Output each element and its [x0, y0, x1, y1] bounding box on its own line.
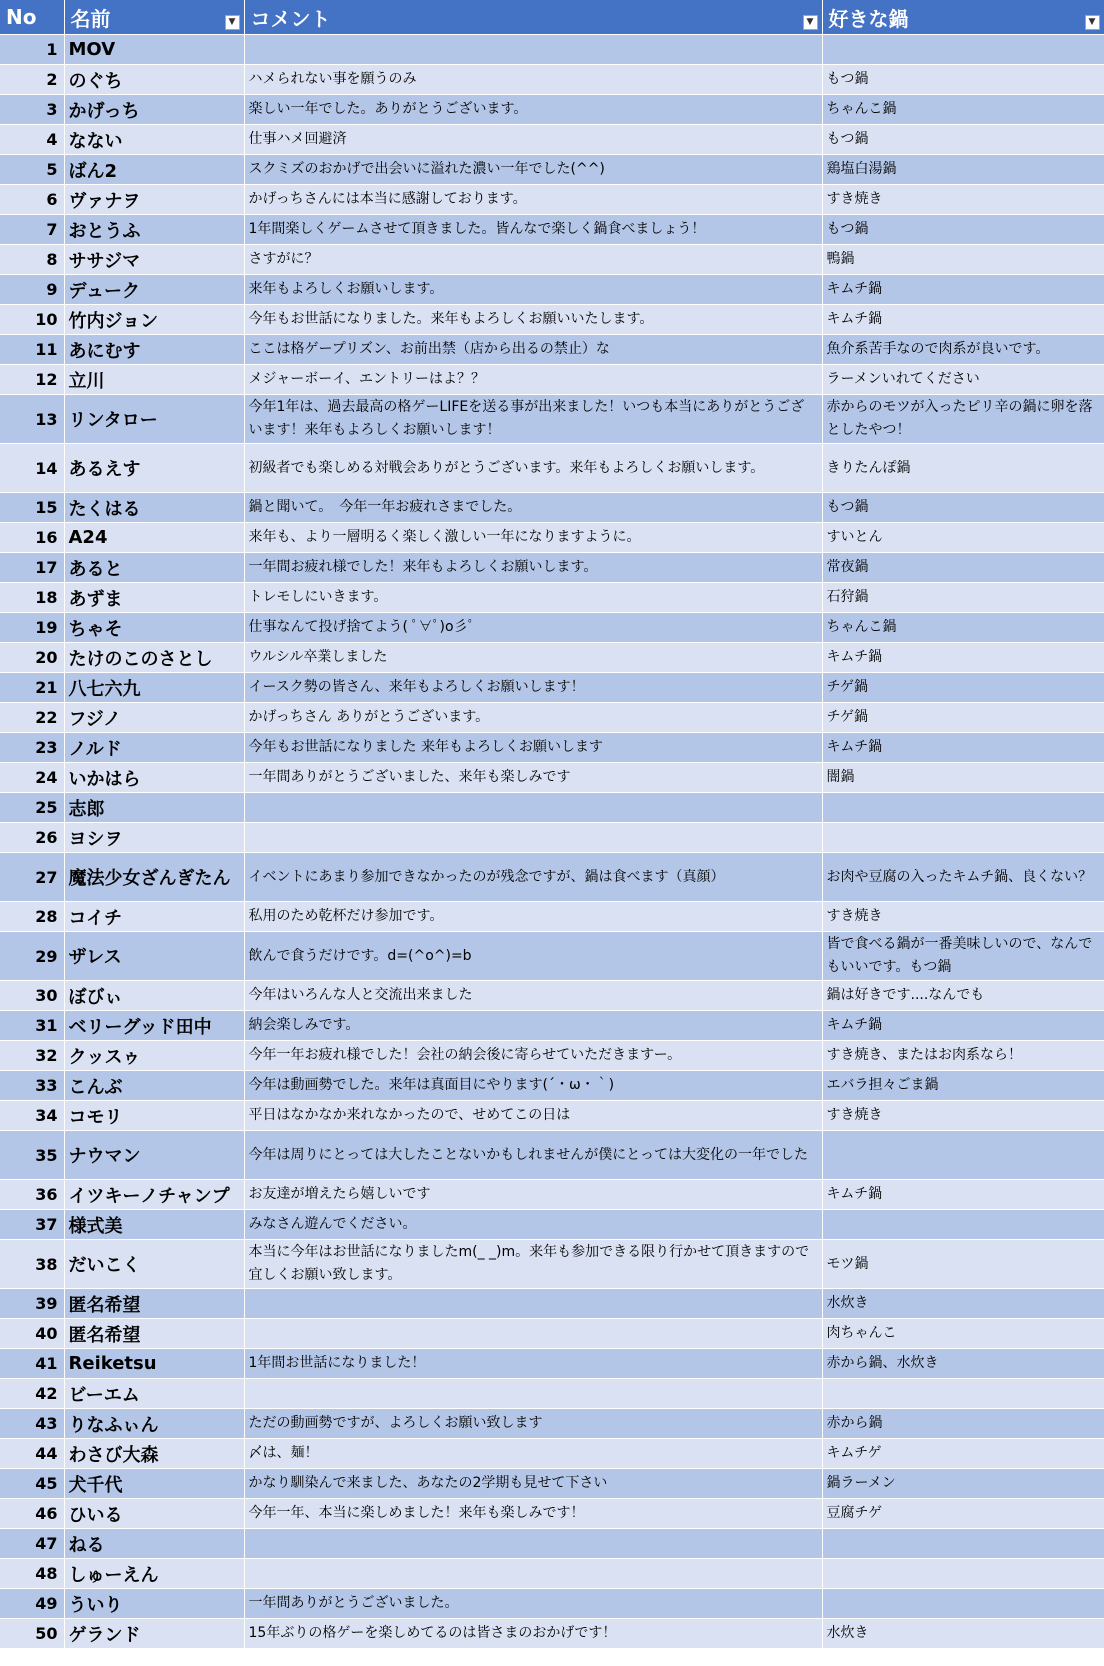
cell-comment[interactable]: 1年間お世話になりました！	[244, 1349, 822, 1379]
table-row	[0, 1319, 1104, 1349]
cell-nabe[interactable]: すき焼き	[822, 1101, 1104, 1131]
cell-no[interactable]: 16	[0, 523, 64, 553]
cell-comment[interactable]	[244, 35, 822, 65]
cell-no[interactable]: 24	[0, 763, 64, 793]
cell-name[interactable]: 匿名希望	[64, 1319, 244, 1349]
table-row	[0, 35, 1104, 65]
cell-name[interactable]: 竹内ジョン	[64, 305, 244, 335]
cell-nabe[interactable]: きりたんぽ鍋	[822, 444, 1104, 493]
cell-no[interactable]: 5	[0, 155, 64, 185]
cell-nabe[interactable]	[822, 1379, 1104, 1409]
cell-nabe[interactable]: ラーメンいれてください	[822, 365, 1104, 395]
cell-nabe[interactable]: キムチ鍋	[822, 733, 1104, 763]
table-row	[0, 1180, 1104, 1210]
cell-name[interactable]: ちゃそ	[64, 613, 244, 643]
cell-no[interactable]: 2	[0, 65, 64, 95]
table-row	[0, 1131, 1104, 1180]
cell-nabe[interactable]	[822, 823, 1104, 853]
cell-comment[interactable]: 今年一年、本当に楽しめました！来年も楽しみです！	[244, 1499, 822, 1529]
cell-comment[interactable]: ここは格ゲープリズン、お前出禁（店から出るの禁止）な	[244, 335, 822, 365]
cell-name[interactable]: Reiketsu	[64, 1349, 244, 1379]
cell-no[interactable]: 8	[0, 245, 64, 275]
table-row	[0, 523, 1104, 553]
cell-nabe[interactable]: すいとん	[822, 523, 1104, 553]
cell-nabe[interactable]: 赤から鍋	[822, 1409, 1104, 1439]
cell-name[interactable]: 魔法少女ざんぎたん	[64, 853, 244, 902]
cell-comment[interactable]: 仕事なんて投げ捨てよう( ﾟ∀ﾟ)o彡ﾟ	[244, 613, 822, 643]
cell-no[interactable]: 29	[0, 932, 64, 981]
cell-comment[interactable]: さすがに？	[244, 245, 822, 275]
cell-nabe[interactable]: ちゃんこ鍋	[822, 613, 1104, 643]
cell-name[interactable]: ぼびぃ	[64, 981, 244, 1011]
cell-comment[interactable]: 今年もお世話になりました 来年もよろしくお願いします	[244, 733, 822, 763]
cell-comment[interactable]: かげっちさん ありがとうございます。	[244, 703, 822, 733]
cell-name[interactable]: イツキーノチャンプ	[64, 1180, 244, 1210]
table-row	[0, 1011, 1104, 1041]
cell-comment[interactable]: 本当に今年はお世話になりましたm(_ _)m。来年も参加できる限り行かせて頂きますので宜しくお願い致します。	[244, 1240, 822, 1289]
table-row	[0, 185, 1104, 215]
cell-name[interactable]: MOV	[64, 35, 244, 65]
cell-name[interactable]: あずま	[64, 583, 244, 613]
cell-comment[interactable]: メジャーボーイ、エントリーはよ？？	[244, 365, 822, 395]
table-row	[0, 793, 1104, 823]
table-row	[0, 673, 1104, 703]
cell-comment[interactable]: スクミズのおかげで出会いに溢れた濃い一年でした(^^)	[244, 155, 822, 185]
cell-no[interactable]: 48	[0, 1559, 64, 1589]
table-row	[0, 553, 1104, 583]
cell-nabe[interactable]: キムチ鍋	[822, 275, 1104, 305]
cell-nabe[interactable]: 水炊き	[822, 1289, 1104, 1319]
cell-name[interactable]: 立川	[64, 365, 244, 395]
cell-nabe[interactable]: 鴨鍋	[822, 245, 1104, 275]
table-row	[0, 1529, 1104, 1559]
cell-no[interactable]: 32	[0, 1041, 64, 1071]
cell-nabe[interactable]: 常夜鍋	[822, 553, 1104, 583]
cell-no[interactable]: 1	[0, 35, 64, 65]
cell-comment[interactable]: 1年間楽しくゲームさせて頂きました。皆んなで楽しく鍋食べましょう！	[244, 215, 822, 245]
cell-no[interactable]: 49	[0, 1589, 64, 1619]
table-row	[0, 1439, 1104, 1469]
cell-name[interactable]: のぐち	[64, 65, 244, 95]
cell-comment[interactable]: 〆は、麺！	[244, 1439, 822, 1469]
cell-no[interactable]: 36	[0, 1180, 64, 1210]
cell-comment[interactable]: ハメられない事を願うのみ	[244, 65, 822, 95]
cell-name[interactable]: ザレス	[64, 932, 244, 981]
cell-no[interactable]: 30	[0, 981, 64, 1011]
cell-name[interactable]: ねる	[64, 1529, 244, 1559]
cell-nabe[interactable]: すき焼き	[822, 185, 1104, 215]
header-no[interactable]	[0, 0, 64, 35]
cell-comment[interactable]: 15年ぶりの格ゲーを楽しめてるのは皆さまのおかげです！	[244, 1619, 822, 1649]
table-row	[0, 853, 1104, 902]
header-comment[interactable]	[244, 0, 822, 35]
cell-name[interactable]: 志郎	[64, 793, 244, 823]
cell-comment[interactable]: イースク勢の皆さん、来年もよろしくお願いします！	[244, 673, 822, 703]
table-row	[0, 643, 1104, 673]
table-row	[0, 823, 1104, 853]
cell-comment[interactable]: 私用のため乾杯だけ参加です。	[244, 902, 822, 932]
table-row	[0, 1619, 1104, 1649]
cell-no[interactable]: 20	[0, 643, 64, 673]
cell-comment[interactable]: 一年間ありがとうございました。	[244, 1589, 822, 1619]
cell-no[interactable]: 43	[0, 1409, 64, 1439]
cell-no[interactable]: 37	[0, 1210, 64, 1240]
cell-comment[interactable]: 今年1年は、過去最高の格ゲーLIFEを送る事が出来ました！いつも本当にありがとうございます！来年もよろしくお願いします！	[244, 395, 822, 444]
table-row	[0, 1469, 1104, 1499]
cell-name[interactable]: おとうふ	[64, 215, 244, 245]
cell-no[interactable]: 3	[0, 95, 64, 125]
cell-nabe[interactable]: キムチ鍋	[822, 643, 1104, 673]
cell-name[interactable]: ビーエム	[64, 1379, 244, 1409]
cell-no[interactable]: 10	[0, 305, 64, 335]
cell-name[interactable]: ヴァナヲ	[64, 185, 244, 215]
cell-nabe[interactable]: エバラ担々ごま鍋	[822, 1071, 1104, 1101]
cell-name[interactable]: ノルド	[64, 733, 244, 763]
cell-name[interactable]: かげっち	[64, 95, 244, 125]
table-row	[0, 1210, 1104, 1240]
cell-name[interactable]: わさび大森	[64, 1439, 244, 1469]
header-row	[0, 0, 1104, 35]
cell-name[interactable]: リンタロー	[64, 395, 244, 444]
cell-no[interactable]: 6	[0, 185, 64, 215]
cell-name[interactable]: 犬千代	[64, 1469, 244, 1499]
cell-nabe[interactable]: 鍋は好きです....なんでも	[822, 981, 1104, 1011]
cell-name[interactable]: 八七六九	[64, 673, 244, 703]
cell-name[interactable]: 匿名希望	[64, 1289, 244, 1319]
cell-no[interactable]: 38	[0, 1240, 64, 1289]
cell-name[interactable]: ひいる	[64, 1499, 244, 1529]
cell-name[interactable]: りなふぃん	[64, 1409, 244, 1439]
cell-no[interactable]: 47	[0, 1529, 64, 1559]
cell-no[interactable]: 7	[0, 215, 64, 245]
cell-no[interactable]: 19	[0, 613, 64, 643]
cell-no[interactable]: 21	[0, 673, 64, 703]
header-comment-label: コメント	[250, 6, 331, 31]
table-row	[0, 305, 1104, 335]
cell-nabe[interactable]	[822, 1210, 1104, 1240]
cell-no[interactable]: 23	[0, 733, 64, 763]
cell-no[interactable]: 17	[0, 553, 64, 583]
table-row	[0, 155, 1104, 185]
cell-name[interactable]: A24	[64, 523, 244, 553]
cell-nabe[interactable]: もつ鍋	[822, 215, 1104, 245]
cell-comment[interactable]	[244, 1559, 822, 1589]
table-row	[0, 583, 1104, 613]
cell-comment[interactable]	[244, 1289, 822, 1319]
table-body	[0, 35, 1104, 1649]
cell-no[interactable]: 14	[0, 444, 64, 493]
cell-name[interactable]: ササジマ	[64, 245, 244, 275]
table-row	[0, 395, 1104, 444]
cell-nabe[interactable]: キムチ鍋	[822, 1011, 1104, 1041]
cell-name[interactable]: ナウマン	[64, 1131, 244, 1180]
header-name[interactable]	[64, 0, 244, 35]
table-row	[0, 932, 1104, 981]
cell-name[interactable]: ゲランド	[64, 1619, 244, 1649]
cell-name[interactable]: たけのこのさとし	[64, 643, 244, 673]
cell-name[interactable]: フジノ	[64, 703, 244, 733]
filter-dropdown-icon[interactable]: ▼	[803, 15, 818, 30]
table-row	[0, 1349, 1104, 1379]
cell-name[interactable]: いかはら	[64, 763, 244, 793]
cell-comment[interactable]: 今年もお世話になりました。来年もよろしくお願いいたします。	[244, 305, 822, 335]
cell-no[interactable]: 12	[0, 365, 64, 395]
cell-no[interactable]: 44	[0, 1439, 64, 1469]
cell-nabe[interactable]: キムチゲ	[822, 1439, 1104, 1469]
cell-no[interactable]: 45	[0, 1469, 64, 1499]
cell-comment[interactable]: 楽しい一年でした。ありがとうございます。	[244, 95, 822, 125]
cell-comment[interactable]: 今年は周りにとっては大したことないかもしれませんが僕にとっては大変化の一年でした	[244, 1131, 822, 1180]
cell-no[interactable]: 31	[0, 1011, 64, 1041]
table-row	[0, 493, 1104, 523]
cell-nabe[interactable]: キムチ鍋	[822, 305, 1104, 335]
header-no-label: No	[6, 5, 37, 29]
cell-nabe[interactable]	[822, 1559, 1104, 1589]
cell-nabe[interactable]: もつ鍋	[822, 493, 1104, 523]
cell-comment[interactable]: かなり馴染んで来ました、あなたの2学期も見せて下さい	[244, 1469, 822, 1499]
table-row	[0, 95, 1104, 125]
table-row	[0, 335, 1104, 365]
cell-no[interactable]: 39	[0, 1289, 64, 1319]
cell-no[interactable]: 33	[0, 1071, 64, 1101]
cell-no[interactable]: 4	[0, 125, 64, 155]
cell-name[interactable]: なない	[64, 125, 244, 155]
cell-no[interactable]: 42	[0, 1379, 64, 1409]
cell-no[interactable]: 15	[0, 493, 64, 523]
cell-name[interactable]: コモリ	[64, 1101, 244, 1131]
table-row	[0, 125, 1104, 155]
cell-name[interactable]: コイチ	[64, 902, 244, 932]
cell-comment[interactable]: かげっちさんには本当に感謝しております。	[244, 185, 822, 215]
cell-name[interactable]: デューク	[64, 275, 244, 305]
table-row	[0, 444, 1104, 493]
cell-name[interactable]: しゅーえん	[64, 1559, 244, 1589]
cell-name[interactable]: ばん2	[64, 155, 244, 185]
cell-nabe[interactable]: お肉や豆腐の入ったキムチ鍋、良くない？	[822, 853, 1104, 902]
cell-comment[interactable]: 平日はなかなか来れなかったので、せめてこの日は	[244, 1101, 822, 1131]
cell-nabe[interactable]: すき焼き	[822, 902, 1104, 932]
cell-comment[interactable]	[244, 823, 822, 853]
cell-no[interactable]: 25	[0, 793, 64, 823]
cell-no[interactable]: 22	[0, 703, 64, 733]
table-row	[0, 215, 1104, 245]
cell-name[interactable]: たくはる	[64, 493, 244, 523]
table-row	[0, 1499, 1104, 1529]
table-row	[0, 613, 1104, 643]
cell-nabe[interactable]: 闇鍋	[822, 763, 1104, 793]
cell-nabe[interactable]	[822, 1529, 1104, 1559]
table-row	[0, 1589, 1104, 1619]
cell-comment[interactable]	[244, 1379, 822, 1409]
cell-name[interactable]: あにむす	[64, 335, 244, 365]
table-row	[0, 981, 1104, 1011]
cell-nabe[interactable]: 皆で食べる鍋が一番美味しいので、なんでもいいです。もつ鍋	[822, 932, 1104, 981]
cell-no[interactable]: 18	[0, 583, 64, 613]
table-row	[0, 1559, 1104, 1589]
cell-comment[interactable]: 今年はいろんな人と交流出来ました	[244, 981, 822, 1011]
cell-name[interactable]: ベリーグッド田中	[64, 1011, 244, 1041]
cell-nabe[interactable]	[822, 1131, 1104, 1180]
cell-nabe[interactable]: チゲ鍋	[822, 673, 1104, 703]
cell-comment[interactable]: 来年もよろしくお願いします。	[244, 275, 822, 305]
cell-no[interactable]: 11	[0, 335, 64, 365]
cell-name[interactable]: ういり	[64, 1589, 244, 1619]
table-row	[0, 1101, 1104, 1131]
cell-comment[interactable]: 納会楽しみです。	[244, 1011, 822, 1041]
cell-nabe[interactable]: 豆腐チゲ	[822, 1499, 1104, 1529]
cell-nabe[interactable]: 赤からのモツが入ったピリ辛の鍋に卵を落としたやつ！	[822, 395, 1104, 444]
cell-nabe[interactable]: モツ鍋	[822, 1240, 1104, 1289]
cell-name[interactable]: ヨシヲ	[64, 823, 244, 853]
cell-nabe[interactable]: 水炊き	[822, 1619, 1104, 1649]
cell-nabe[interactable]	[822, 1589, 1104, 1619]
cell-nabe[interactable]: 魚介系苦手なので肉系が良いです。	[822, 335, 1104, 365]
cell-name[interactable]: あると	[64, 553, 244, 583]
table-row	[0, 365, 1104, 395]
cell-no[interactable]: 50	[0, 1619, 64, 1649]
cell-name[interactable]: あるえす	[64, 444, 244, 493]
cell-comment[interactable]: 一年間お疲れ様でした！来年もよろしくお願いします。	[244, 553, 822, 583]
table-row	[0, 1240, 1104, 1289]
table-row	[0, 65, 1104, 95]
filter-dropdown-icon[interactable]: ▼	[225, 15, 240, 30]
table-row	[0, 1041, 1104, 1071]
table-row	[0, 1289, 1104, 1319]
cell-name[interactable]: クッスゥ	[64, 1041, 244, 1071]
cell-name[interactable]: だいこく	[64, 1240, 244, 1289]
cell-comment[interactable]: イベントにあまり参加できなかったのが残念ですが、鍋は食べます（真顔）	[244, 853, 822, 902]
cell-no[interactable]: 9	[0, 275, 64, 305]
table-row	[0, 245, 1104, 275]
cell-comment[interactable]	[244, 1319, 822, 1349]
table-row	[0, 733, 1104, 763]
cell-no[interactable]: 13	[0, 395, 64, 444]
cell-comment[interactable]	[244, 793, 822, 823]
cell-no[interactable]: 28	[0, 902, 64, 932]
cell-nabe[interactable]	[822, 35, 1104, 65]
cell-nabe[interactable]: ちゃんこ鍋	[822, 95, 1104, 125]
cell-comment[interactable]	[244, 1529, 822, 1559]
cell-no[interactable]: 27	[0, 853, 64, 902]
cell-no[interactable]: 35	[0, 1131, 64, 1180]
header-name-label: 名前	[70, 6, 111, 31]
cell-nabe[interactable]: もつ鍋	[822, 125, 1104, 155]
cell-nabe[interactable]: 肉ちゃんこ	[822, 1319, 1104, 1349]
table-row	[0, 902, 1104, 932]
cell-nabe[interactable]	[822, 793, 1104, 823]
cell-nabe[interactable]: 鍋ラーメン	[822, 1469, 1104, 1499]
cell-comment[interactable]: ウルシル卒業しました	[244, 643, 822, 673]
table-row	[0, 1379, 1104, 1409]
cell-nabe[interactable]: キムチ鍋	[822, 1180, 1104, 1210]
cell-comment[interactable]: 今年一年お疲れ様でした！会社の納会後に寄らせていただきますー。	[244, 1041, 822, 1071]
cell-comment[interactable]: 初級者でも楽しめる対戦会ありがとうございます。来年もよろしくお願いします。	[244, 444, 822, 493]
cell-comment[interactable]: 鍋と聞いて。 今年一年お疲れさまでした。	[244, 493, 822, 523]
cell-comment[interactable]: トレモしにいきます。	[244, 583, 822, 613]
cell-name[interactable]: 様式美	[64, 1210, 244, 1240]
table-row	[0, 1409, 1104, 1439]
cell-no[interactable]: 41	[0, 1349, 64, 1379]
header-nabe-label: 好きな鍋	[828, 6, 909, 31]
cell-nabe[interactable]: 赤から鍋、水炊き	[822, 1349, 1104, 1379]
table-row	[0, 275, 1104, 305]
table-row	[0, 703, 1104, 733]
cell-no[interactable]: 46	[0, 1499, 64, 1529]
cell-no[interactable]: 34	[0, 1101, 64, 1131]
cell-comment[interactable]: 一年間ありがとうございました、来年も楽しみです	[244, 763, 822, 793]
cell-comment[interactable]: お友達が増えたら嬉しいです	[244, 1180, 822, 1210]
cell-comment[interactable]: 飲んで食うだけです。d=(^o^)=b	[244, 932, 822, 981]
cell-no[interactable]: 40	[0, 1319, 64, 1349]
table-row	[0, 763, 1104, 793]
cell-name[interactable]: こんぶ	[64, 1071, 244, 1101]
cell-nabe[interactable]: 石狩鍋	[822, 583, 1104, 613]
cell-comment[interactable]: みなさん遊んでください。	[244, 1210, 822, 1240]
header-nabe[interactable]	[822, 0, 1104, 35]
cell-no[interactable]: 26	[0, 823, 64, 853]
cell-comment[interactable]: 来年も、より一層明るく楽しく激しい一年になりますように。	[244, 523, 822, 553]
cell-nabe[interactable]: チゲ鍋	[822, 703, 1104, 733]
table-row	[0, 1071, 1104, 1101]
cell-nabe[interactable]: すき焼き、またはお肉系なら！	[822, 1041, 1104, 1071]
cell-comment[interactable]: 今年は動画勢でした。来年は真面目にやります(´・ω・｀)	[244, 1071, 822, 1101]
cell-nabe[interactable]: 鶏塩白湯鍋	[822, 155, 1104, 185]
filter-dropdown-icon[interactable]: ▼	[1085, 15, 1100, 30]
cell-nabe[interactable]: もつ鍋	[822, 65, 1104, 95]
cell-comment[interactable]: 仕事ハメ回避済	[244, 125, 822, 155]
cell-comment[interactable]: ただの動画勢ですが、よろしくお願い致します	[244, 1409, 822, 1439]
